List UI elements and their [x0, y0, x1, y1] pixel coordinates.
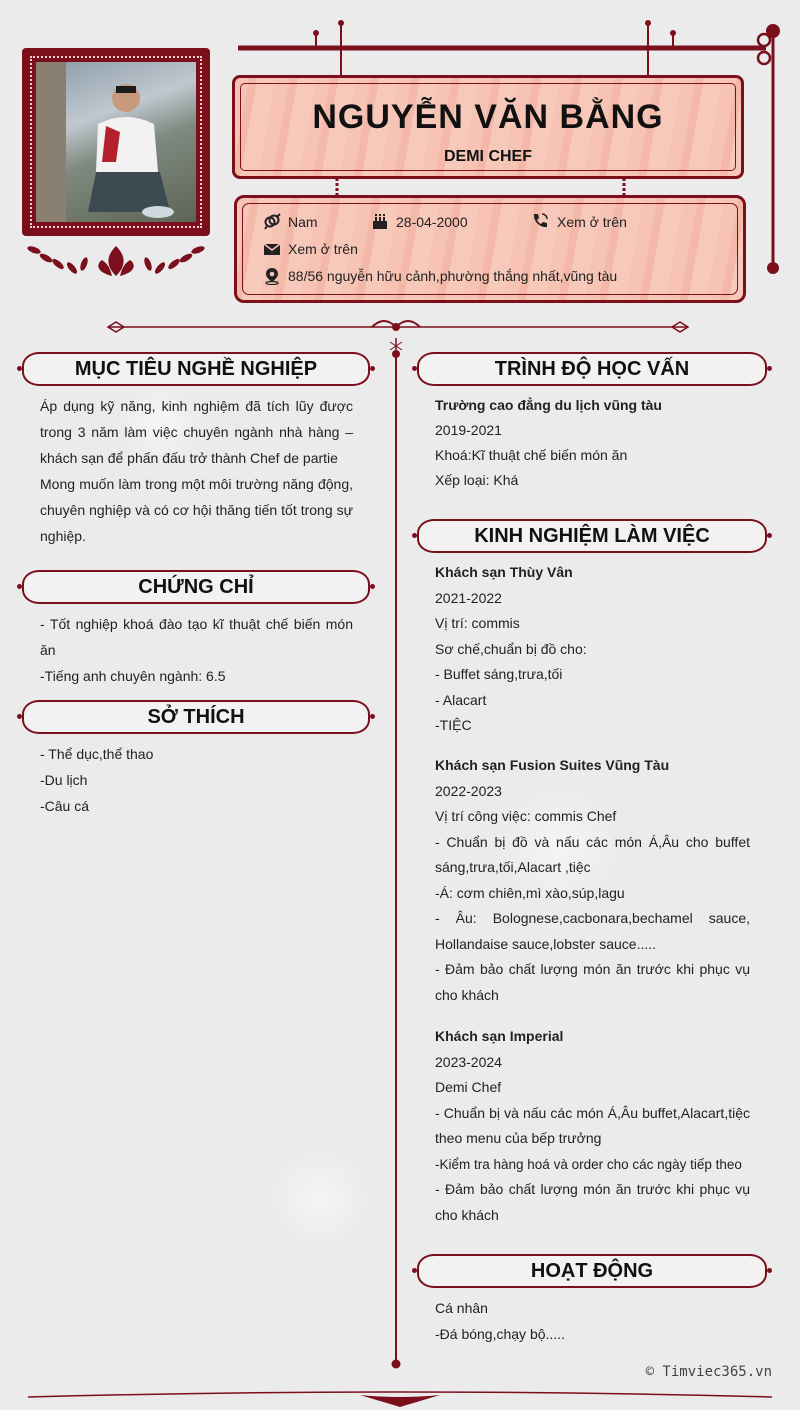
job-years: 2022-2023: [435, 782, 502, 799]
job-line: -Á: cơm chiên,mì xào,súp,lagu: [435, 884, 625, 901]
job-line: - Alacart: [435, 691, 487, 708]
person-silhouette: [36, 62, 196, 222]
job-line: Vị trí: commis: [435, 615, 520, 631]
job-company: Khách sạn Thùy Vân: [435, 564, 573, 580]
job-line: -TIỆC: [435, 717, 472, 733]
activities-list: [435, 1295, 750, 1347]
job-entry: [435, 1024, 750, 1228]
job-entry: [435, 560, 750, 739]
contact-gender: Nam: [288, 214, 318, 230]
list-item: - Tốt nghiệp khoá đào tạo kĩ thuật chế biến món ăn: [40, 616, 353, 658]
list-item: -Câu cá: [40, 798, 90, 814]
objective-line: Mong muốn làm trong một môi trường năng động, chuyên nghiệp và có cơ hội thăng tiến tốt trong sự nghiệp.: [40, 476, 353, 544]
job-title: DEMI CHEF: [444, 148, 532, 165]
job-company: Khách sạn Imperial: [435, 1028, 564, 1044]
location-pin-icon: [263, 267, 281, 285]
avatar-frame: [22, 48, 210, 236]
job-line: - Đảm bảo chất lượng món ăn trước khi phục vụ cho khách: [435, 1181, 750, 1223]
contact-phone: Xem ở trên: [557, 214, 627, 230]
job-line: - Buffet sáng,trưa,tối: [435, 666, 563, 682]
job-line: - Đảm bảo chất lượng món ăn trước khi phục vụ cho khách: [435, 961, 750, 1003]
job-years: 2023-2024: [435, 1053, 502, 1070]
laurel-ornament-icon: [22, 240, 210, 280]
education-years: 2019-2021: [435, 422, 502, 438]
list-item: - Thể dục,thể thao: [40, 746, 154, 762]
job-line: - Âu: Bolognese,cacbonara,bechamel sauce, Hollandaise sauce,lobster sauce.....: [435, 910, 750, 952]
contact-email: Xem ở trên: [288, 241, 358, 257]
objective-line: Áp dụng kỹ năng, kinh nghiệm đã tích lũy được trong 3 năm làm việc chuyên ngành nhà hàng – khách sạn để phấn đấu trở thành Chef de partie: [40, 398, 353, 466]
job-years: 2021-2022: [435, 589, 502, 606]
school-name: Trường cao đẳng du lịch vũng tàu: [435, 397, 662, 413]
candidate-name: NGUYỄN VĂN BẰNG: [312, 98, 664, 136]
contact-address: 88/56 nguyễn hữu cảnh,phường thắng nhất,vũng tàu: [288, 268, 618, 284]
objective-heading: MỤC TIÊU NGHỀ NGHIỆP: [22, 352, 370, 386]
list-item: -Du lịch: [40, 772, 88, 788]
education-heading: TRÌNH ĐỘ HỌC VẤN: [417, 352, 767, 386]
job-line: - Chuẩn bị và nấu các món Á,Âu buffet,Alacart,tiệc theo menu của bếp trưởng: [435, 1104, 750, 1146]
birthday-cake-icon: [371, 212, 389, 230]
watermark: © Timviec365.vn: [645, 1364, 772, 1380]
center-divider: [390, 350, 402, 1374]
job-company: Khách sạn Fusion Suites Vũng Tàu: [435, 757, 670, 773]
avatar: [36, 62, 196, 222]
list-item: -Đá bóng,chạy bộ.....: [435, 1326, 565, 1342]
activities-heading: HOẠT ĐỘNG: [417, 1254, 767, 1288]
list-item: -Tiếng anh chuyên ngành: 6.5: [40, 668, 226, 684]
name-sign: [232, 75, 744, 179]
list-item: Cá nhân: [435, 1300, 488, 1316]
experience-heading: KINH NGHIỆM LÀM VIỆC: [417, 519, 767, 553]
email-icon: [263, 240, 281, 258]
certificates-list: [40, 611, 353, 689]
bottom-decor: [0, 1385, 800, 1410]
education-block: [435, 393, 750, 493]
job-line: Vị trí công việc: commis Chef: [435, 808, 617, 824]
phone-icon: [531, 212, 549, 230]
objective-text: [40, 393, 353, 549]
hobbies-list: [40, 741, 353, 819]
job-line: Sơ chế,chuẩn bị đồ cho:: [435, 640, 587, 657]
education-major: Khoá:Kĩ thuật chế biến món ăn: [435, 447, 628, 463]
job-line: Demi Chef: [435, 1079, 502, 1095]
hobbies-heading: SỞ THÍCH: [22, 700, 370, 734]
gender-icon: [263, 212, 281, 230]
education-grade: Xếp loại: Khá: [435, 472, 519, 488]
job-line: - Chuẩn bị đồ và nấu các món Á,Âu cho buffet sáng,trưa,tối,Alacart ,tiệc: [435, 833, 750, 875]
certificates-heading: CHỨNG CHỈ: [22, 570, 370, 604]
contact-birthday: 28-04-2000: [396, 214, 468, 230]
job-line: -Kiểm tra hàng hoá và order cho các ngày tiếp theo: [435, 1156, 742, 1172]
job-entry: [435, 753, 750, 1008]
